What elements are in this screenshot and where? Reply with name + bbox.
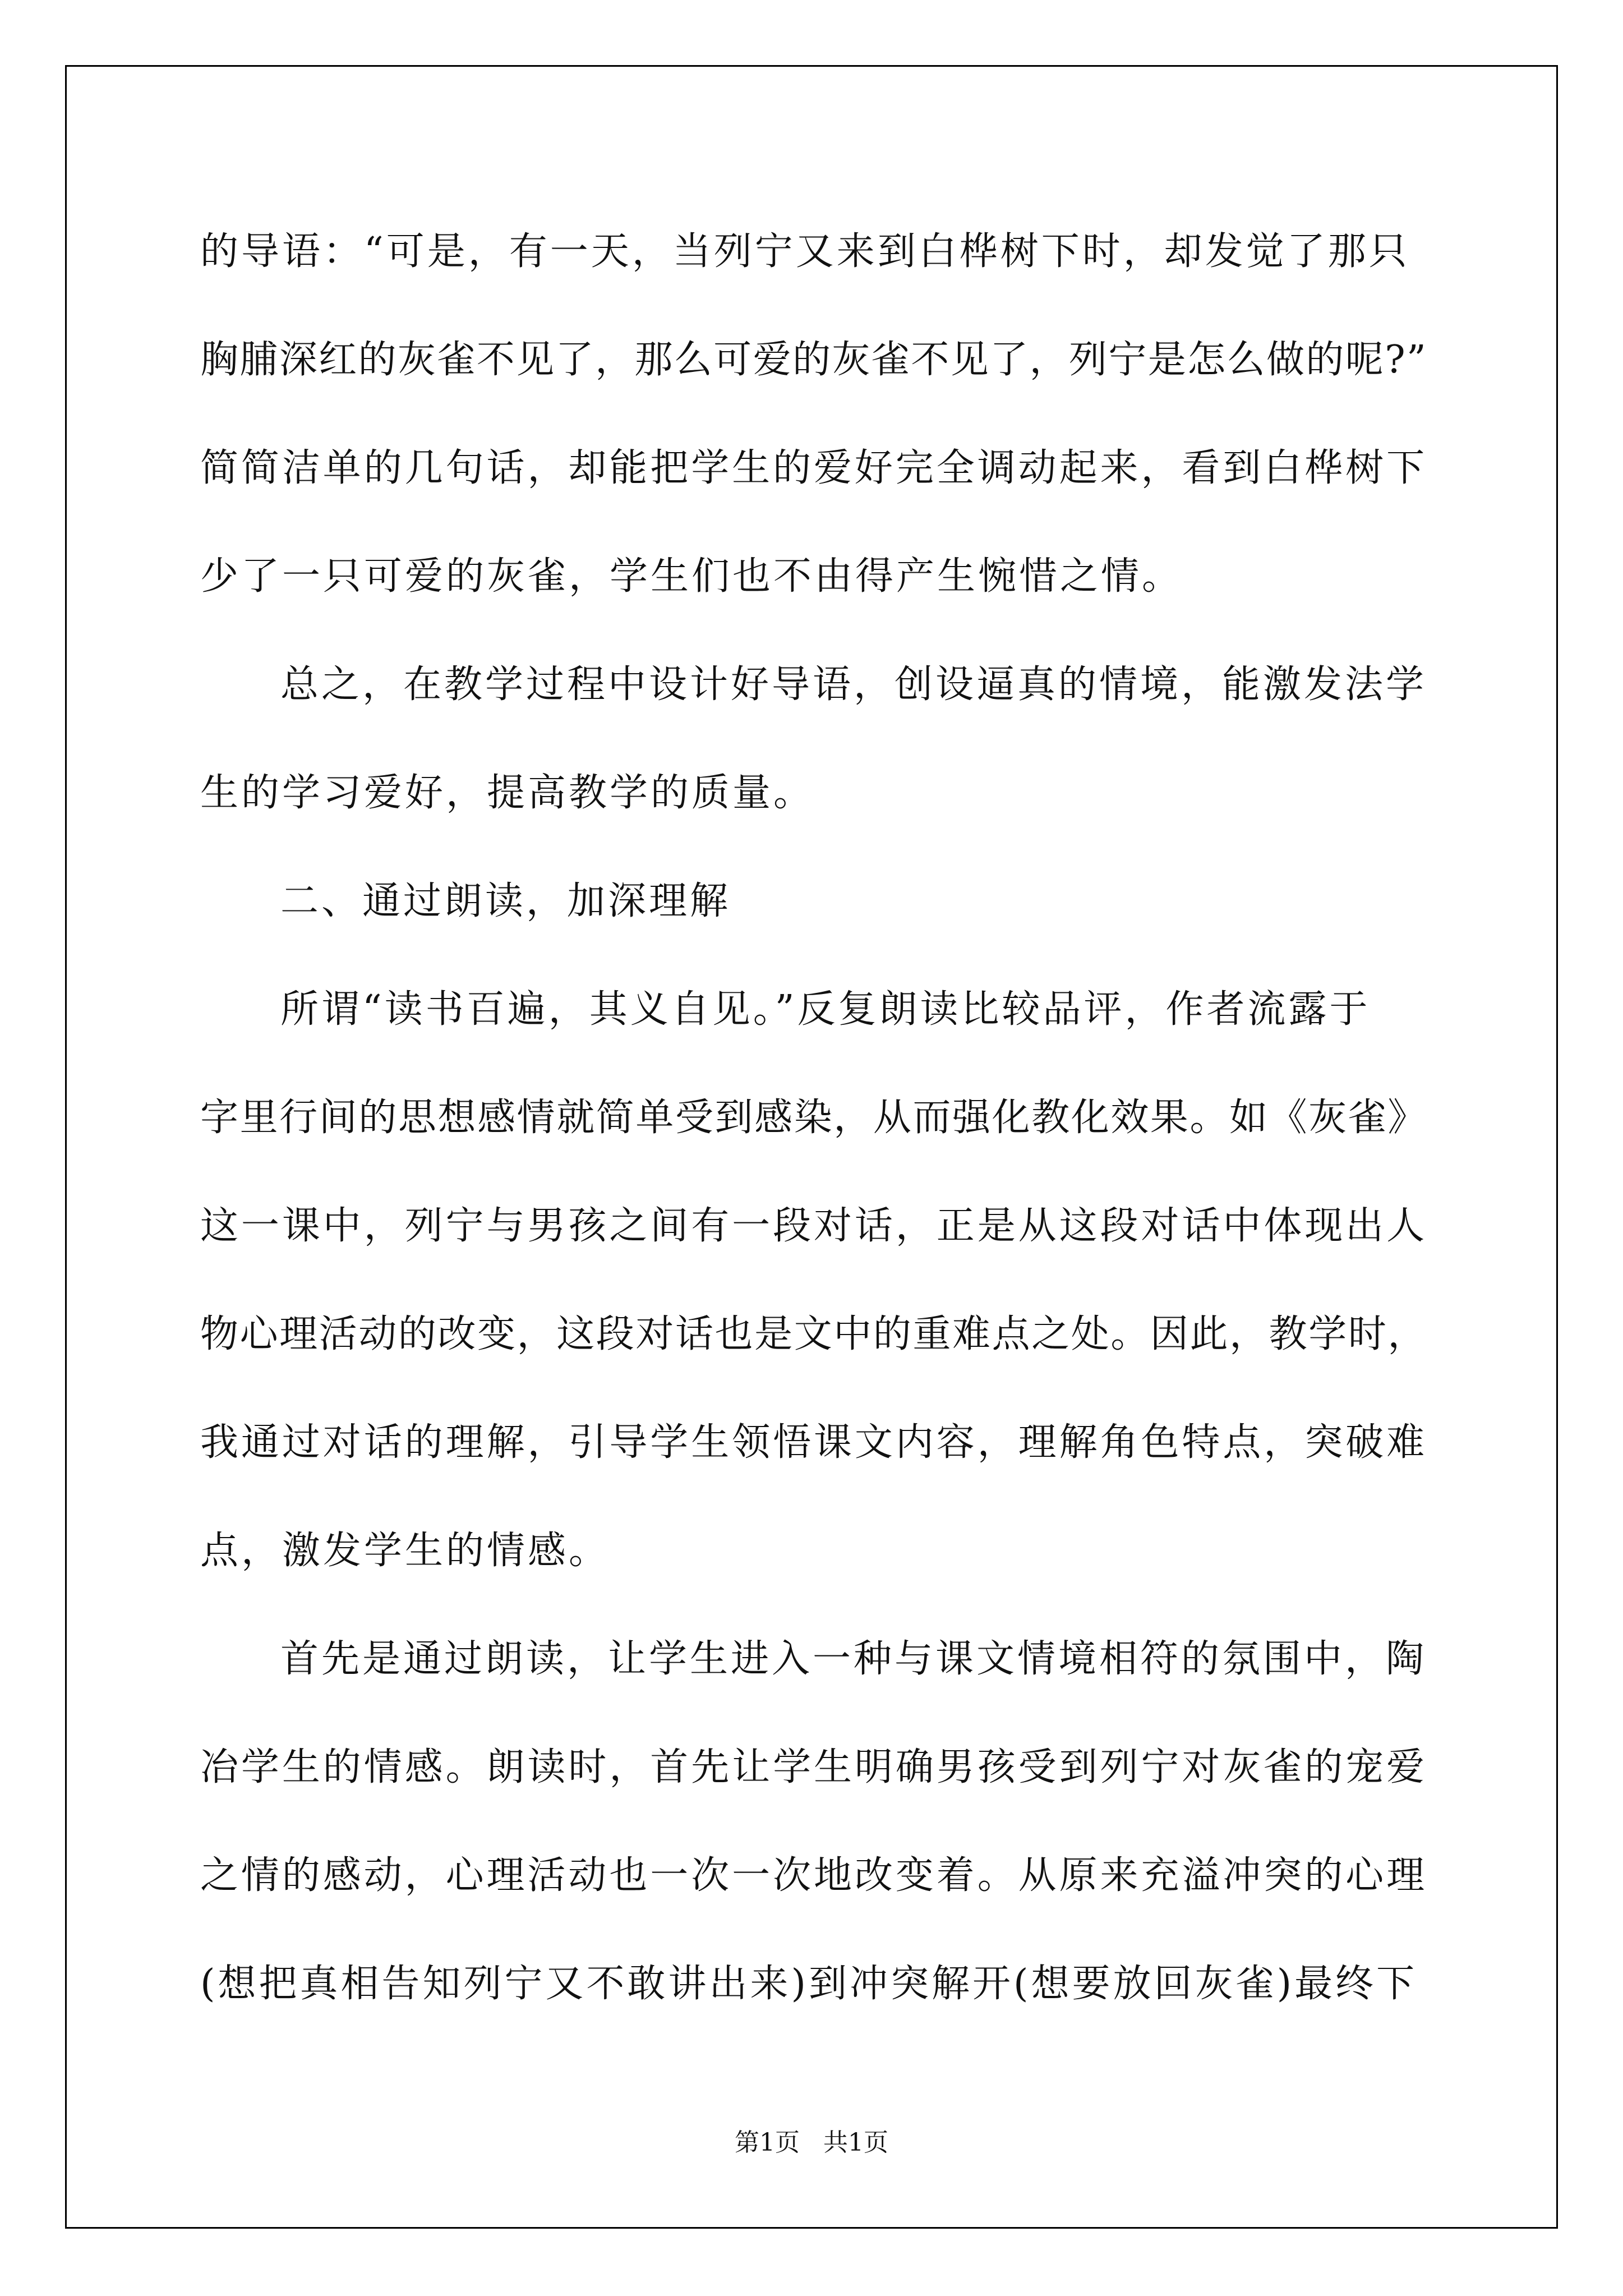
text-line: 简简洁单的几句话，却能把学生的爱好完全调动起来，看到白桦树下 (200, 446, 1428, 490)
text-line: (想把真相告知列宁又不敢讲出来)到冲突解开(想要放回灰雀)最终下 (200, 1962, 1418, 2006)
text-line: 物心理活动的改变，这段对话也是文中的重难点之处。因此，教学时， (200, 1312, 1428, 1356)
text-line: 之情的感动，心理活动也一次一次地改变着。从原来充溢冲突的心理 (200, 1853, 1428, 1898)
text-line: 我通过对话的理解，引导学生领悟课文内容，理解角色特点，突破难 (200, 1420, 1428, 1465)
text-line: 生的学习爱好，提高教学的质量。 (200, 771, 815, 815)
section-heading: 二、通过朗读，加深理解 (280, 879, 731, 923)
text-line: 点，激发学生的情感。 (200, 1529, 610, 1573)
text-line: 字里行间的思想感情就简单受到感染，从而强化教化效果。如《灰雀》 (200, 1096, 1428, 1140)
text-line: 首先是通过朗读，让学生进入一种与课文情境相符的氛围中，陶 (280, 1637, 1427, 1681)
text-line: 总之，在教学过程中设计好导语，创设逼真的情境，能激发法学 (280, 662, 1427, 707)
text-line: 少了一只可爱的灰雀，学生们也不由得产生惋惜之情。 (200, 554, 1183, 599)
text-line: 所谓“读书百遍，其义自见。”反复朗读比较品评，作者流露于 (280, 987, 1371, 1032)
text-line: 的导语：“可是，有一天，当列宁又来到白桦树下时，却发觉了那只 (200, 229, 1410, 274)
page-border (65, 65, 1558, 2229)
text-line: 冶学生的情感。朗读时，首先让学生明确男孩受到列宁对灰雀的宠爱 (200, 1745, 1428, 1789)
page-number: 第1页 共1页 (735, 2128, 888, 2157)
text-line: 胸脯深红的灰雀不见了，那么可爱的灰雀不见了，列宁是怎么做的呢?” (200, 338, 1428, 382)
text-line: 这一课中，列宁与男孩之间有一段对话，正是从这段对话中体现出人 (200, 1204, 1428, 1248)
